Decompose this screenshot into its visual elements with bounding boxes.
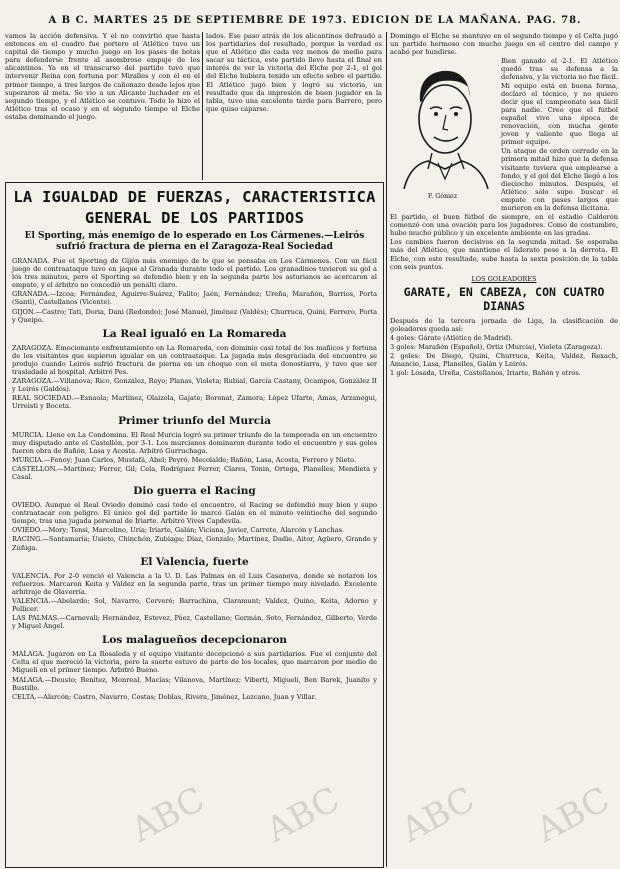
paragraph: ZARAGOZA. Emocionante enfrentamiento en La Romareda, con dominio casi total de los mañicos y fortuna de los visitantes que supieron igualar en un contraataque. La jugada más desgraciada del encuentro se produjo cuando Leirós sufrió fractura de pierna en un choque con el meta donostiarra, y tuvo que ser trasladado al hospital. Arbitró Pes. — [12, 343, 377, 377]
paragraph: Un ataque de orden cerrado en la primera mitad hizo que la defensa visitante tuviera que emplearse a fondo, y el gol del Elche llegó a los dieciocho minutos. Después, el Atlético sólo supo buscar el empate con pases largos que murieron en la defensa ilicitana. — [501, 147, 618, 212]
lineup: CASTELLON.—Martínez; Ferrer, Gil; Cela, Rodríguez Ferrer, Clares, Tonin, Ortega, Planelles, Mendieta y Casal. — [12, 464, 377, 481]
goleadores-kicker: LOS GOLEADORES — [471, 274, 537, 283]
abc-watermark: ABC — [530, 779, 617, 851]
page-header: A B C. MARTES 25 DE SEPTIEMBRE DE 1973. EDICION DE LA MAÑANA. PAG. 78. — [48, 15, 582, 26]
section-body — [6, 431, 383, 482]
abc-watermark: ABC — [260, 779, 347, 851]
main-article-box — [5, 182, 384, 868]
section-title: Los malagueños decepcionaron — [102, 634, 287, 647]
lineup: GIJON.—Castro; Tati, Doria, Dani (Redondo); José Manuel, Jiménez (Valdés); Churruca, Quini, Ferrero, Porta y Queipo. — [12, 307, 377, 324]
section-body — [6, 650, 383, 701]
right-intro: Domingo el Elche se mantuvo en el segundo tiempo y el Celta jugó un partido hermoso con mucho juego en el centro del campo y acabó por hundirse. — [390, 32, 618, 57]
paragraph: El partido, el buen fútbol de siempre, en el estadio Calderón comenzó con una ovación para los jugadores. Como de costumbre, hubo mucho público y un excelente ambiente en las gradas. — [390, 213, 618, 238]
column-divider — [202, 32, 203, 180]
lineup: RACING.—Santamaría; Usieto, Chinchón, Zubiaga; Díaz, Gonzalo; Martínez, Dadie, Aitor, Agüero, Grande y Zúñiga. — [12, 535, 377, 552]
section-body — [6, 572, 383, 631]
main-subheadline: El Sporting, más enemigo de lo esperado en Los Cármenes.—Leirós sufrió fractura de pierna en el Zaragoza-Real Sociedad — [24, 231, 365, 252]
top-left-text: vamos la acción defensiva. Y el no convirtió que hasta entonces en el cuadro fue portero el Atlético tuvo un capital de tiempo y mucho juego en los pases de botas para defenderse frente al asombroso empuje de los alicantinos. Ya en el transcurso del partido tuvo que intervenir Reina con fortuna por Miralles y con él en el primer tiempo, a tres largos de cañonazo desde lejos que superaron al meta. Se vio a un Alicante luchador en el segundo tiempo, y el Atlético se contuvo. Todo lo hizo el Atlético tras el ocaso y en el segundo tiempo el Elche estaba dominando el juego. — [5, 32, 200, 121]
section-title: La Real igualó en La Romareda — [102, 327, 287, 340]
paragraph: VALENCIA. Por 2-0 venció el Valencia a la U. D. Las Palmas en el Luis Casanova, donde se notaron los refuerzos. Marcaron Keita y Valdez en la segunda parte, tras un primer tiempo muy nivelado. Excelente arbitraje de Olaverría. — [12, 571, 377, 596]
abc-watermark: ABC — [125, 779, 212, 851]
abc-watermark: ABC — [395, 779, 482, 851]
lineup: OVIEDO.—Mory; Tensi, Marcelino, Uría; Iriarte, Galán; Viciana, Javier, Carrete, Alarcón y Lanchas. — [12, 526, 345, 535]
portrait-figure — [390, 57, 495, 202]
lineup: CELTA.—Alarcón; Castro, Navarro, Costas; Doblas, Rivera, Jiménez, Lezcano, Juan y Villar. — [12, 692, 317, 701]
lineup: ZARAGOZA.—Villanova; Rico, González, Royo; Planas, Violeta; Rubial, García Castany, Ocampos, González II y Leirós (Galdós). — [12, 377, 377, 394]
portrait-side-text: Bien ganado el 2-1. El Atlético quedó tras su defensa a la defensiva, y la victoria no fue fácil. Mi equipo está en buena forma, declaró el técnico, y no quiero decir que el campeonato sea fácil para nadie. Creo que el fútbol español vive una época de renovación, con mucha gente joven y valiente que llega al primer equipo. — [501, 57, 618, 147]
scorers-line: Después de la tercera jornada de Liga, la clasificación de goleadores queda así: — [390, 316, 618, 333]
lineup: VALENCIA.—Abelardo; Sol, Navarro, Cerveró; Barrachina, Claramunt; Valdez, Quino, Keita, Adorno y Pellicer. — [12, 596, 377, 613]
lineup: REAL SOCIEDAD.—Esnaola; Martínez, Olaizola, Gajate; Boronat, Zamora; López Ufarte, Amas, Arzanegui, Urreisti y Boceta. — [12, 394, 377, 411]
scorers-line: 3 goles: Marañón (Español), Ortiz (Murcia), Violeta (Zaragoza). — [390, 343, 603, 352]
scorers-line: 1 gol: Losada, Ureña, Castellanos, Iriarte, Bañón y otros. — [390, 369, 581, 378]
portrait-drawing — [390, 57, 495, 189]
intro-block — [6, 257, 383, 324]
section-title: El Valencia, fuerte — [140, 555, 249, 568]
lineup: LAS PALMAS.—Carnevali; Hernández, Estevez, Páez, Castellano; Germán, Soto, Fernández, Gilberto, Verde y Miguel Ángel. — [12, 614, 377, 631]
paragraph: OVIEDO. Aunque el Real Oviedo dominó casi todo el encuentro, el Racing se defendió muy bien y supo contraatacar con peligro. El único gol del partido lo marcó Galán en el minuto veintiocho del segundo tiempo, tras una jugada personal de Iriarte. Arbitró Vives Capdevila. — [12, 501, 377, 526]
section-body — [6, 501, 383, 552]
top-middle-column — [206, 32, 382, 177]
section-body — [6, 344, 383, 411]
scorers-line: 4 goles: Gárate (Atlético de Madrid). — [390, 334, 513, 342]
goleadores-headline: GARATE, EN CABEZA, CON CUATRO DIANAS — [403, 284, 605, 313]
column-divider-right — [386, 32, 387, 867]
main-headline: LA IGUALDAD DE FUERZAS, CARACTERISTICA GENERAL DE LOS PARTIDOS — [13, 188, 376, 227]
lineup: MURCIA.—Fenoy; Juan Carlos, Mustafá, Abel; Peyró, Mecolalde; Bañón, Lasa, Acosta, Ferrero y Nieto. — [12, 455, 357, 464]
section-title: Primer triunfo del Murcia — [118, 414, 271, 427]
top-middle-text: lados. Ese paso atrás de los alicantinos defraudó a los partidarios del resultado, porque la verdad es que el Atlético dio cada vez menos de medio para sacar su táctica, este partido llevo hasta el final en interés de ver la victoria del Elche por 2-1, el gol del Elche hubiera tenido un efecto sobre el partido. El Atlético jugó bien y logró su victoria, un resultado que da impresión de buen jugador en la tabla, tuvo una excelente tarde para Barrero, pero que quiso caparse. — [206, 32, 382, 113]
section-title: Dio guerra el Racing — [133, 485, 256, 498]
paragraph: MURCIA. Lleno en La Condomina. El Real Murcia logró su primer triunfo de la temporada en un encuentro muy disputado ante el Castellón, por 3-1. Los murcianos dominaron durante todo el encuentro y sus goles fueron obra de Bañón, Lasa y Acosta. Arbitró Gurruchaga. — [12, 430, 377, 455]
lineup: MALAGA.—Deusto; Benítez, Monreal, Macías; Vilanova, Martínez; Viberti, Migueli, Ben Barek, Juanito y Bustillo. — [12, 675, 377, 692]
paragraph: GRANADA. Fue el Sporting de Gijón más enemigo de lo que se pensaba en Los Cármenes. Con un fácil juego de contraataque tuvo en jaque al Granada durante todo el partido. Los granadinos tuvieron su gol a los tres minutos, pero el Sporting se defendió bien y en la segunda parte los asturianos se acercaron al empate, y el árbitro no concedió un penalti claro. — [12, 257, 377, 290]
portrait-caption: F. Gómez — [427, 193, 458, 201]
lineup: GRANADA.—Izcoa; Fernández, Aguirre-Suárez, Falito; Jaén, Fernández; Ureña, Marañón, Barrios, Porta (Santi), Castellanos (Vicente). — [12, 290, 377, 307]
top-left-column — [5, 32, 200, 177]
right-column — [390, 32, 618, 867]
paragraph: Los cambios fueron decisivos en la segunda mitad. Se esperaba más del Atlético, que mantiene el liderato pese a la derrota. El Elche, con este resultado, sube hasta la sexta posición de la tabla con seis puntos. — [390, 238, 618, 271]
scorers-line: 2 goles: De Diego, Quini, Churruca, Keita, Valdez, Rexach, Amancio, Lasa, Planelles, Galán y Leirós. — [390, 352, 618, 369]
paragraph: MALAGA. Jugaron en La Rosaleda y el equipo visitante decepcionó a sus partidarios. Fue el conjunto del Celta el que mereció la victoria, pero la suerte estuvo de parte de los locales, que marcaron por medio de Migueli en el primer tiempo. Arbitró Bueno. — [12, 650, 377, 675]
